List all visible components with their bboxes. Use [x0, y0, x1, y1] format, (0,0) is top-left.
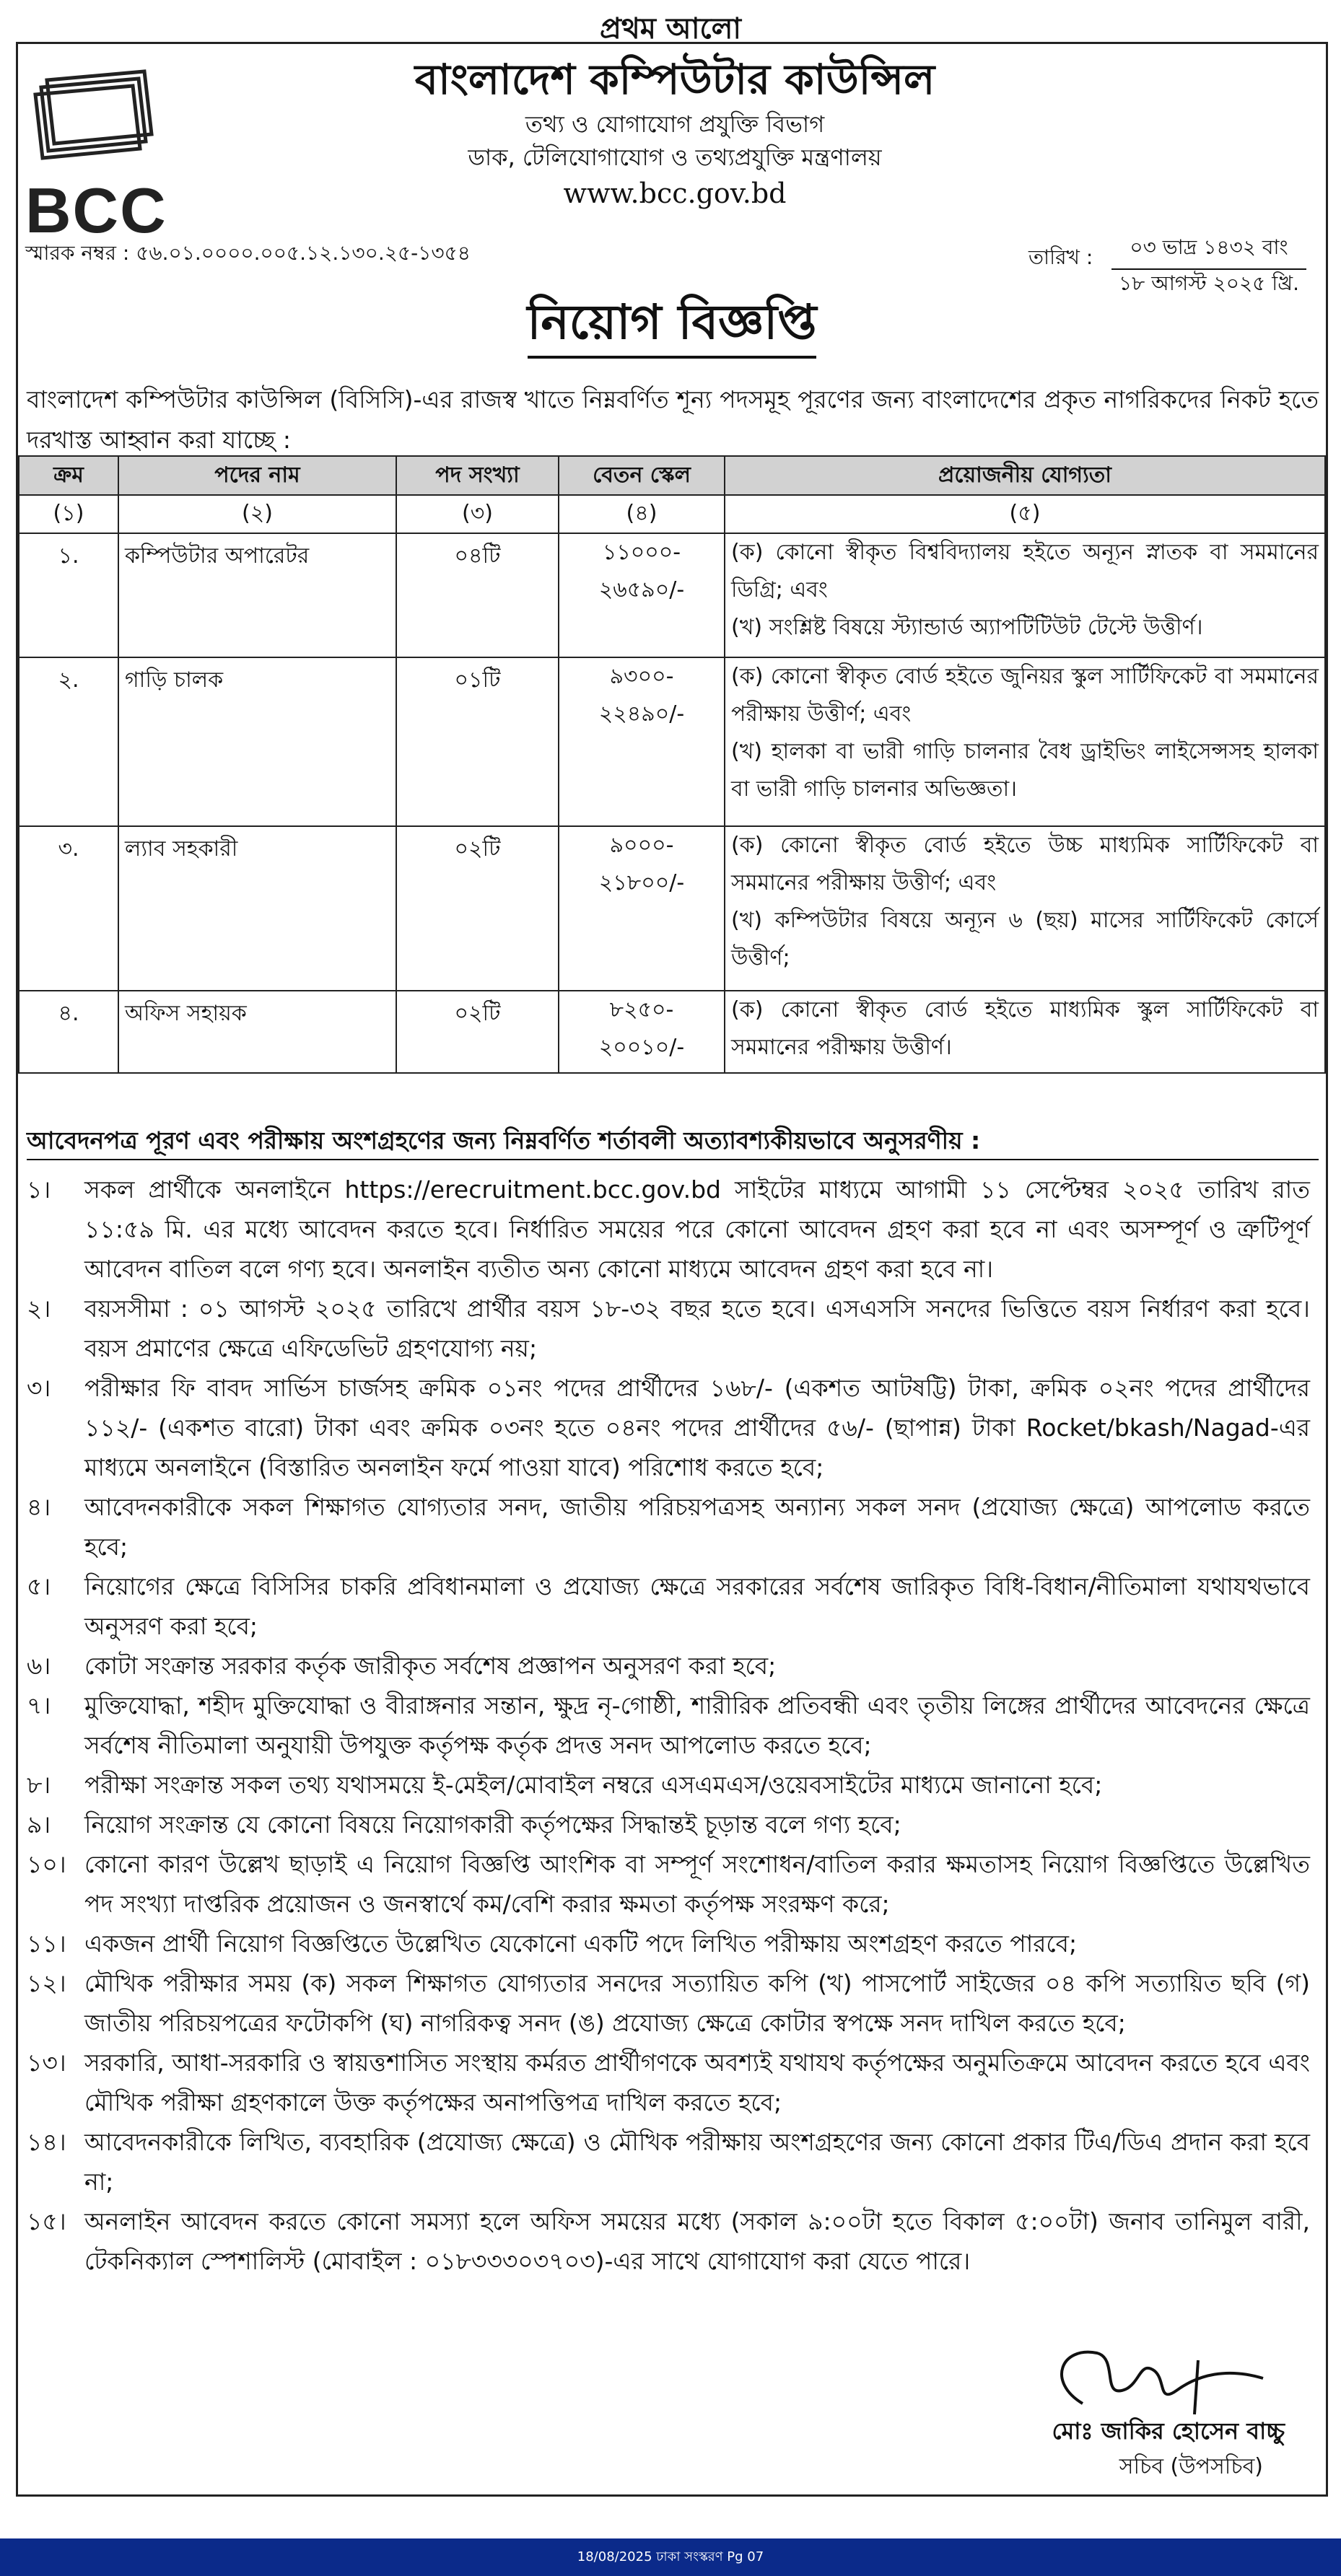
memo-number: স্মারক নম্বর : ৫৬.০১.০০০০.০০৫.১২.১৩০.২৫-১৩৫৪ [25, 241, 471, 265]
row-post-name: ল্যাব সহকারী [118, 826, 396, 991]
col-number: (৫) [725, 495, 1325, 533]
row-serial: ২. [19, 657, 118, 826]
condition-text: আবেদনকারীকে লিখিত, ব্যবহারিক (প্রযোজ্য ক্ষেত্রে) ও মৌখিক পরীক্ষায় অংশগ্রহণের জন্য কোনো প্রকার টিএ/ডিএ প্রদান করা হবে না; [84, 2128, 1310, 2196]
condition-item [18, 1924, 1310, 1963]
condition-number: ১২। [27, 1969, 66, 1997]
col-header: ক্রম [19, 456, 118, 495]
condition-item [18, 1686, 1310, 1765]
row-qualification [725, 991, 1325, 1073]
condition-number: ১৪। [27, 2128, 66, 2156]
date-label: তারিখ : [1028, 245, 1093, 269]
col-header: পদ সংখ্যা [396, 456, 559, 495]
condition-number: ১০। [27, 1850, 66, 1878]
condition-text: নিয়োগ সংক্রান্ত যে কোনো বিষয়ে নিয়োগকারী কর্তৃপক্ষের সিদ্ধান্তই চূড়ান্ত বলে গণ্য হবে; [84, 1810, 901, 1839]
column-number-row [19, 495, 1325, 533]
conditions-list [18, 1170, 1310, 2281]
pay-scale-end: ২৬৫৯০/- [598, 577, 685, 603]
condition-item [18, 1765, 1310, 1805]
qualification-a: (ক) কোনো স্বীকৃত বোর্ড হইতে উচ্চ মাধ্যমিক সার্টিফিকেট বা সমমানের পরীক্ষায় উত্তীর্ণ; এবং [731, 833, 1319, 895]
date-bangla: ০৩ ভাদ্র ১৪৩২ বাং [1111, 232, 1306, 270]
condition-item [18, 1567, 1310, 1646]
org-name: বাংলাদেশ কম্পিউটার কাউন্সিল [414, 55, 935, 104]
row-post-count: ০১টি [396, 657, 559, 826]
header [235, 51, 1115, 213]
row-post-count: ০৪টি [396, 533, 559, 657]
table-row [19, 657, 1325, 826]
condition-number: ২। [27, 1294, 51, 1323]
condition-item [18, 2043, 1310, 2122]
condition-item [18, 1368, 1310, 1487]
condition-item [18, 2122, 1310, 2202]
row-post-name: অফিস সহায়ক [118, 991, 396, 1073]
row-post-name: কম্পিউটার অপারেটর [118, 533, 396, 657]
notice-frame [16, 42, 1328, 2497]
col-number: (২) [118, 495, 396, 533]
pay-scale-start: ৯৩০০- [609, 664, 674, 689]
condition-text: অনলাইন আবেদন করতে কোনো সমস্যা হলে অফিস সময়ের মধ্যে (সকাল ৯:০০টা হতে বিকাল ৫:০০টা) জনাব তানিমুল বারী, টেকনিক্যাল স্পেশালিস্ট (মোবাইল : ০১৮৩৩৩০৩৭০৩)-এর সাথে যোগাযোগ করা যেতে পারে। [84, 2207, 1310, 2275]
row-serial: ৪. [19, 991, 118, 1073]
qualification-a: (ক) কোনো স্বীকৃত বোর্ড হইতে মাধ্যমিক স্কুল সার্টিফিকেট বা সমমানের পরীক্ষায় উত্তীর্ণ। [731, 997, 1319, 1060]
condition-text: পরীক্ষার ফি বাবদ সার্ভিস চার্জসহ ক্রমিক ০১নং পদের প্রার্থীদের ১৬৮/- (একশত আটষট্টি) টাকা, ক্রমিক ০২নং পদের প্রার্থীদের ১১২/- (একশত বারো) টাকা এবং ক্রমিক ০৩নং হতে ০৪নং পদের প্রার্থীদের ৫৬/- (ছাপান্ন) টাকা Rocket/bkash/Nagad-এর মাধ্যমে অনলাইনে (বিস্তারিত অনলাইন ফর্মে পাওয়া যাবে) পরিশোধ করতে হবে; [84, 1374, 1310, 1481]
condition-text: আবেদনকারীকে সকল শিক্ষাগত যোগ্যতার সনদ, জাতীয় পরিচয়পত্রসহ অন্যান্য সকল সনদ (প্রযোজ্য ক্ষেত্রে) আপলোড করতে হবে; [84, 1493, 1310, 1561]
condition-item [18, 1844, 1310, 1924]
condition-item [18, 1963, 1310, 2043]
condition-text: পরীক্ষা সংক্রান্ত সকল তথ্য যথাসময়ে ই-মেইল/মোবাইল নম্বরে এসএমএস/ওয়েবসাইটের মাধ্যমে জানানো হবে; [84, 1771, 1103, 1799]
row-serial: ৩. [19, 826, 118, 991]
condition-number: ১৩। [27, 2049, 66, 2077]
condition-text: মুক্তিযোদ্ধা, শহীদ মুক্তিযোদ্ধা ও বীরাঙ্গনার সন্তান, ক্ষুদ্র নৃ-গোষ্ঠী, শারীরিক প্রতিবন্ধী এবং তৃতীয় লিঙ্গের প্রার্থীদের আবেদনের ক্ষেত্রে সর্বশেষ নীতিমালা অনুযায়ী উপযুক্ত কর্তৃপক্ষ কর্তৃক প্রদত্ত সনদ আপলোড করতে হবে; [84, 1691, 1310, 1759]
signatory-designation: সচিব (উপসচিব) [1119, 2454, 1263, 2479]
col-header: প্রয়োজনীয় যোগ্যতা [725, 456, 1325, 495]
condition-number: ৪। [27, 1493, 51, 1521]
bcc-logo [25, 66, 177, 246]
condition-text: সরকারি, আধা-সরকারি ও স্বায়ত্তশাসিত সংস্থায় কর্মরত প্রার্থীগণকে অবশ্যই যথাযথ কর্তৃপক্ষের অনুমতিক্রমে আবেদন করতে হবে এবং মৌখিক পরীক্ষা গ্রহণকালে উক্ত কর্তৃপক্ষের অনাপত্তিপত্র দাখিল করতে হবে; [84, 2049, 1310, 2116]
table-row [19, 826, 1325, 991]
conditions-heading: আবেদনপত্র পূরণ এবং পরীক্ষায় অংশগ্রহণের জন্য নিম্নবর্ণিত শর্তাবলী অত্যাবশ্যকীয়ভাবে অনুসরণীয় : [27, 1123, 1319, 1160]
division-name: তথ্য ও যোগাযোগ প্রযুক্তি বিভাগ [525, 110, 825, 138]
posts-table [18, 455, 1326, 1074]
condition-text: বয়সসীমা : ০১ আগস্ট ২০২৫ তারিখে প্রার্থীর বয়স ১৮-৩২ বছর হতে হবে। এসএসসি সনদের ভিত্তিতে বয়স নির্ধারণ করা হবে। বয়স প্রমাণের ক্ষেত্রে এফিডেভিট গ্রহণযোগ্য নয়; [84, 1294, 1310, 1362]
condition-number: ১১। [27, 1929, 66, 1958]
col-header: বেতন স্কেল [559, 456, 725, 495]
col-number: (৩) [396, 495, 559, 533]
condition-number: ৯। [27, 1810, 51, 1839]
notice-title-text: নিয়োগ বিজ্ঞপ্তি [528, 289, 817, 359]
table-row [19, 991, 1325, 1073]
newspaper-masthead: প্রথম আলো [599, 12, 742, 45]
row-post-count: ০২টি [396, 826, 559, 991]
condition-item [18, 2202, 1310, 2281]
row-post-name: গাড়ি চালক [118, 657, 396, 826]
table-row [19, 533, 1325, 657]
qualification-a: (ক) কোনো স্বীকৃত বিশ্ববিদ্যালয় হইতে অন্যূন স্নাতক বা সমমানের ডিগ্রি; এবং [731, 540, 1319, 603]
condition-text: কোটা সংক্রান্ত সরকার কর্তৃক জারীকৃত সর্বশেষ প্রজ্ঞাপন অনুসরণ করা হবে; [84, 1652, 777, 1680]
condition-text: একজন প্রার্থী নিয়োগ বিজ্ঞপ্তিতে উল্লেখিত যেকোনো একটি পদে লিখিত পরীক্ষায় অংশগ্রহণ করতে পারবে; [84, 1929, 1078, 1958]
pay-scale-end: ২০০১০/- [598, 1035, 685, 1060]
condition-item [18, 1170, 1310, 1289]
col-number: (১) [19, 495, 118, 533]
condition-number: ১। [27, 1175, 51, 1204]
condition-number: ৫। [27, 1572, 51, 1600]
row-pay-scale [559, 533, 725, 657]
row-qualification [725, 533, 1325, 657]
col-header: পদের নাম [118, 456, 396, 495]
page-footer: 18/08/2025 ঢাকা সংস্করণ Pg 07 [0, 2538, 1341, 2576]
qualification-b: (খ) সংশ্লিষ্ট বিষয়ে স্ট্যান্ডার্ড অ্যাপটিটিউট টেস্টে উত্তীর্ণ। [731, 615, 1203, 640]
condition-number: ৬। [27, 1652, 51, 1680]
pay-scale-end: ২২৪৯০/- [598, 701, 685, 727]
condition-number: ১৫। [27, 2207, 66, 2235]
condition-item [18, 1646, 1310, 1686]
row-qualification [725, 826, 1325, 991]
condition-text: সকল প্রার্থীকে অনলাইনে https://erecruitment.bcc.gov.bd সাইটের মাধ্যমে আগামী ১১ সেপ্টেম্বর ২০২৫ তারিখ রাত ১১:৫৯ মি. এর মধ্যে আবেদন করতে হবে। নির্ধারিত সময়ের পরে কোনো আবেদন গ্রহণ করা হবে না এবং অসম্পূর্ণ ও ত্রুটিপূর্ণ আবেদন বাতিল বলে গণ্য হবে। অনলাইন ব্যতীত অন্য কোনো মাধ্যমে আবেদন গ্রহণ করা হবে না। [84, 1175, 1310, 1283]
pay-scale-end: ২১৮০০/- [598, 870, 685, 895]
signatory-name: মোঃ জাকির হোসেন বাচ্চু [1052, 2417, 1285, 2445]
row-pay-scale [559, 826, 725, 991]
qualification-b: (খ) কম্পিউটার বিষয়ে অন্যূন ৬ (ছয়) মাসের সার্টিফিকেট কোর্সে উত্তীর্ণ; [731, 908, 1319, 971]
monitor-logo-icon [25, 66, 170, 167]
condition-number: ৭। [27, 1691, 51, 1719]
row-qualification [725, 657, 1325, 826]
signature-block [881, 2371, 1328, 2483]
condition-item [18, 1487, 1310, 1567]
intro-paragraph: বাংলাদেশ কম্পিউটার কাউন্সিল (বিসিসি)-এর রাজস্ব খাতে নিম্নবর্ণিত শূন্য পদসমূহ পূরণের জন্য বাংলাদেশের প্রকৃত নাগরিকদের নিকট হতে দরখাস্ত আহ্বান করা যাচ্ছে : [27, 385, 1319, 454]
condition-text: কোনো কারণ উল্লেখ ছাড়াই এ নিয়োগ বিজ্ঞপ্তি আংশিক বা সম্পূর্ণ সংশোধন/বাতিল করার ক্ষমতাসহ নিয়োগ বিজ্ঞপ্তিতে উল্লেখিত পদ সংখ্যা দাপ্তরিক প্রয়োজন ও জনস্বার্থে কম/বেশি করার ক্ষমতা কর্তৃপক্ষ সংরক্ষণ করে; [84, 1850, 1310, 1918]
ministry-name: ডাক, টেলিযোগাযোগ ও তথ্যপ্রযুক্তি মন্ত্রণালয় [468, 144, 882, 171]
row-serial: ১. [19, 533, 118, 657]
row-pay-scale [559, 657, 725, 826]
row-pay-scale [559, 991, 725, 1073]
condition-text: নিয়োগের ক্ষেত্রে বিসিসির চাকরি প্রবিধানমালা ও প্রযোজ্য ক্ষেত্রে সরকারের সর্বশেষ জারিকৃত বিধি-বিধান/নীতিমালা যথাযথভাবে অনুসরণ করা হবে; [84, 1572, 1310, 1640]
notice-title [18, 289, 1326, 359]
qualification-a: (ক) কোনো স্বীকৃত বোর্ড হইতে জুনিয়র স্কুল সার্টিফিকেট বা সমমানের পরীক্ষায় উত্তীর্ণ; এবং [731, 664, 1319, 727]
qualification-b: (খ) হালকা বা ভারী গাড়ি চালনার বৈধ ড্রাইভিং লাইসেন্সসহ হালকা বা ভারী গাড়ি চালনার অভিজ্ঞতা। [731, 739, 1319, 802]
website-link[interactable]: www.bcc.gov.bd [563, 178, 787, 209]
pay-scale-start: ৯০০০- [609, 833, 674, 858]
date-english: ১৮ আগস্ট ২০২৫ খ্রি. [1119, 271, 1299, 295]
condition-text: মৌখিক পরীক্ষার সময় (ক) সকল শিক্ষাগত যোগ্যতার সনদের সত্যায়িত কপি (খ) পাসপোর্ট সাইজের ০৪ কপি সত্যায়িত ছবি (গ) জাতীয় পরিচয়পত্রের ফটোকপি (ঘ) নাগরিকত্ব সনদ (ঙ) প্রযোজ্য ক্ষেত্রে কোটার স্বপক্ষে সনদ দাখিল করতে হবে; [84, 1969, 1310, 2037]
condition-item [18, 1805, 1310, 1844]
pay-scale-start: ১১০০০- [602, 540, 681, 565]
col-number: (৪) [559, 495, 725, 533]
condition-item [18, 1289, 1310, 1368]
pay-scale-start: ৮২৫০- [609, 997, 674, 1022]
row-post-count: ০২টি [396, 991, 559, 1073]
condition-number: ৩। [27, 1374, 51, 1402]
table-header-row [19, 456, 1325, 495]
logo-text: BCC [25, 175, 167, 246]
condition-number: ৮। [27, 1771, 51, 1799]
